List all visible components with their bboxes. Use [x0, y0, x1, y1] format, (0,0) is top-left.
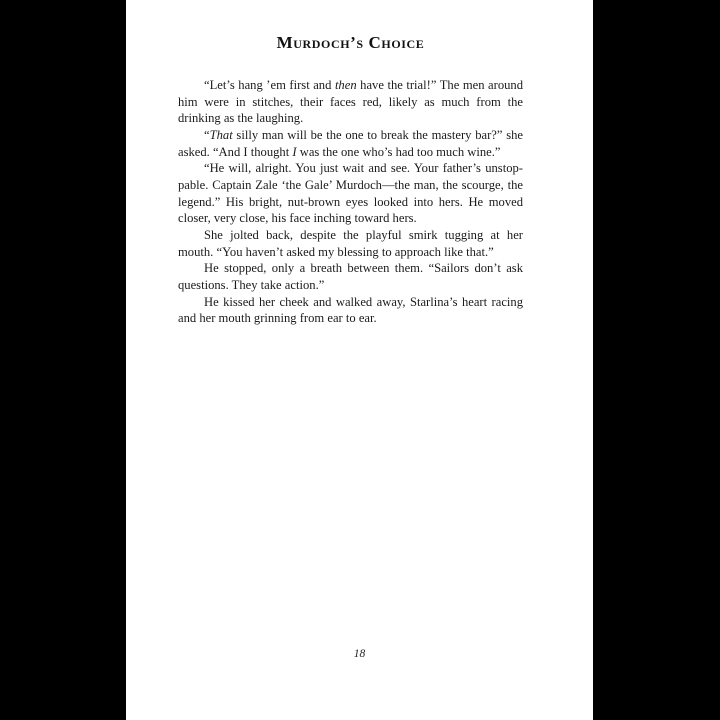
page-number: 18 [353, 648, 366, 660]
italic-text-run: then [334, 78, 357, 92]
text-run: “ [204, 127, 210, 142]
italic-text-run: That [209, 127, 233, 142]
paragraph [178, 127, 523, 160]
paragraph [178, 294, 523, 327]
text-run: “He will, alright. You just wait and see. Your father’s unstoppable. Captain Zale ‘the Gale’ Murdoch—the man, the scourge, the legend.” His bright, nut-brown eyes looked into hers. He moved closer, very close, his face inching toward hers. [178, 161, 523, 226]
text-run: She jolted back, despite the playful smirk tugging at her mouth. “You haven’t asked my blessing to approach like that.” [178, 227, 523, 259]
paragraph [178, 227, 523, 260]
italic-text-run: I [292, 144, 297, 159]
text-run: “Let’s hang ’em first and [204, 78, 335, 92]
text-run: He kissed her cheek and walked away, Starlina’s heart racing and her mouth grinning from ear to ear. [178, 294, 523, 326]
paragraph [178, 77, 523, 127]
text-run: have the trial!” The men around him were in stitches, their faces red, likely as much from the drinking as the laughing. [178, 78, 524, 126]
book-page [126, 0, 593, 720]
text-run: was the one who’s had too much wine.” [296, 144, 501, 159]
paragraph [178, 160, 523, 227]
paragraph [178, 260, 523, 293]
text-run: silly man will be the one to break the mastery bar?” she asked. “And I thought [178, 127, 523, 159]
body-text [178, 77, 523, 327]
running-head-title: Murdoch’s Choice [276, 33, 425, 52]
text-run: He stopped, only a breath between them. “Sailors don’t ask questions. They take action.” [178, 261, 523, 292]
